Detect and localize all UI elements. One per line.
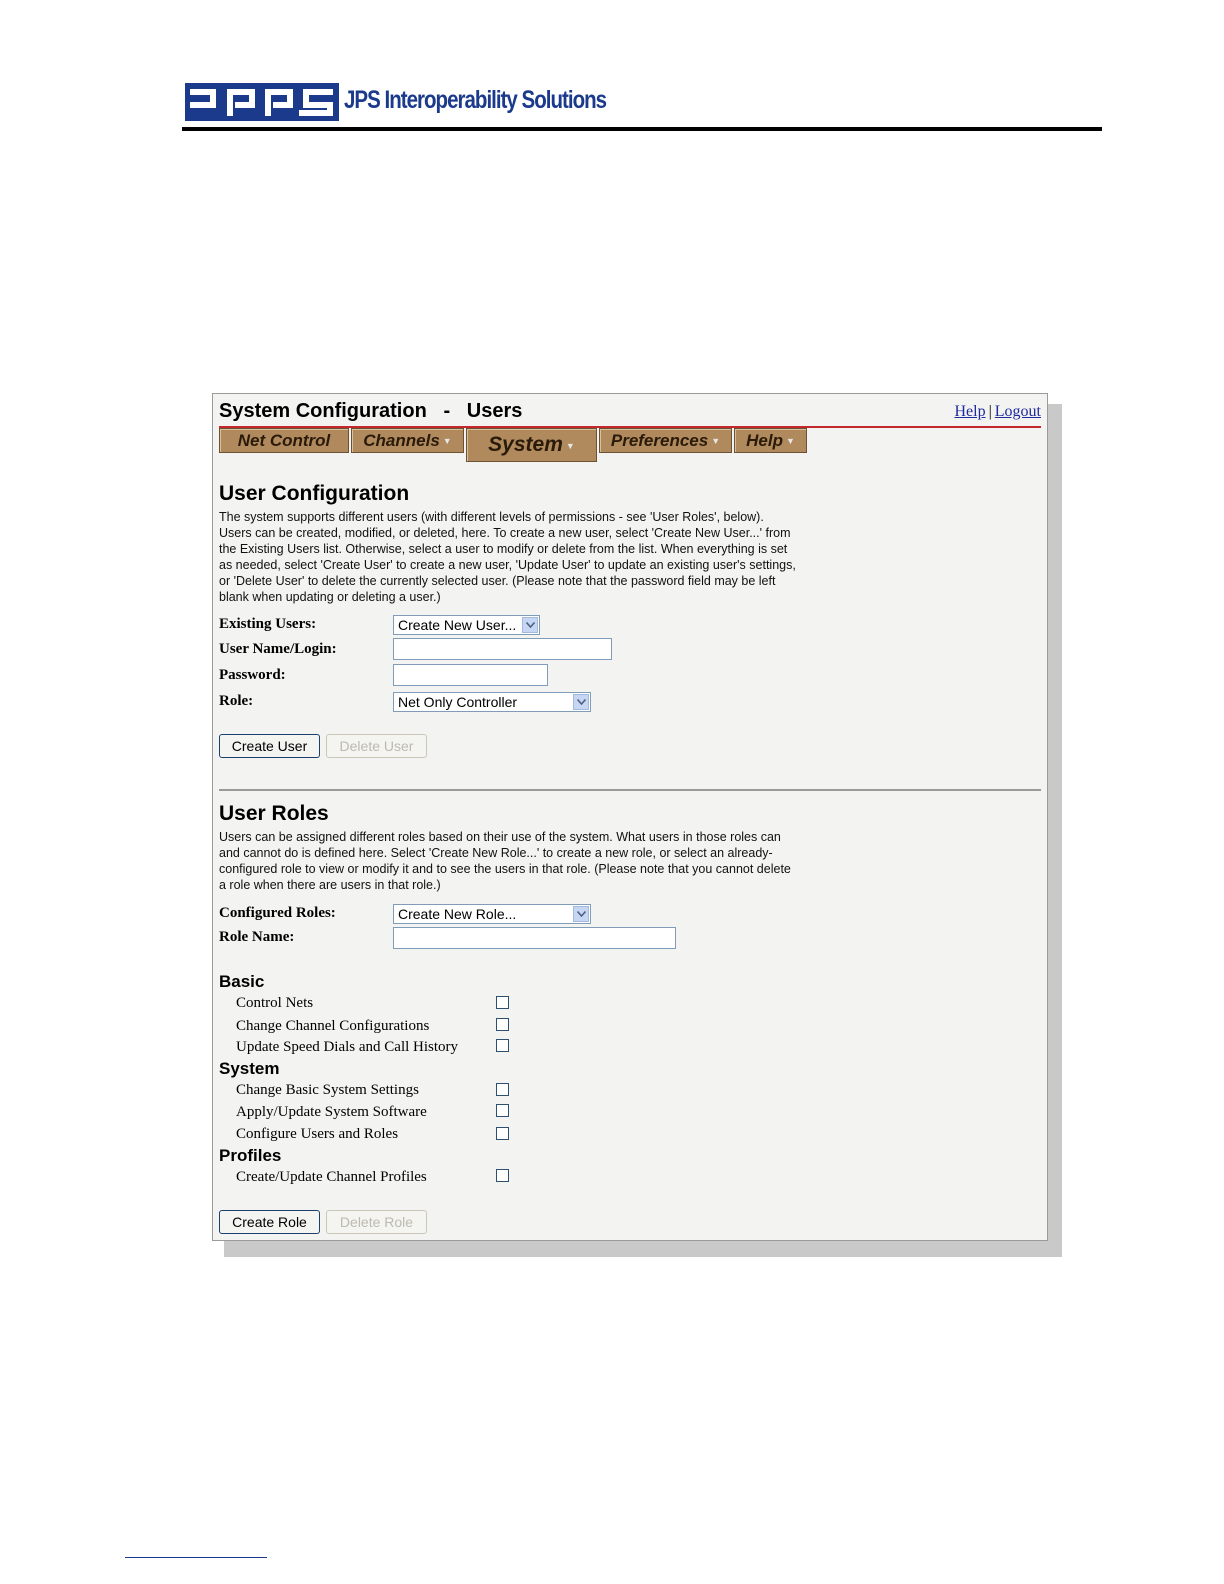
logout-link[interactable]: Logout <box>994 403 1041 420</box>
user-roles-description: Users can be assigned different roles based on their use of the system. What users in those roles can and cannot do is defined here. Select 'Create New Role...' to create a new role, or select an already-configured role to view or modify it and to see the users in that role. (Please note that you cannot delete a role when there are users in that role.) <box>219 830 791 892</box>
chevron-down-icon <box>573 906 589 922</box>
tab-label: Channels <box>363 431 440 450</box>
permission-checkbox[interactable] <box>496 996 509 1009</box>
configured-roles-select[interactable] <box>393 904 591 924</box>
brand-name: JPS Interoperability Solutions <box>344 86 607 114</box>
permission-label: Apply/Update System Software <box>236 1104 427 1120</box>
role-label: Role: <box>219 693 254 709</box>
create-role-button[interactable]: Create Role <box>219 1210 320 1234</box>
permission-checkbox[interactable] <box>496 1018 509 1031</box>
permission-label: Control Nets <box>236 995 314 1011</box>
username-label: User Name/Login: <box>219 641 337 657</box>
username-input[interactable] <box>393 638 612 660</box>
group-heading-system: System <box>219 1059 280 1078</box>
help-link[interactable]: Help <box>954 403 986 420</box>
delete-role-button[interactable]: Delete Role <box>326 1210 427 1234</box>
role-value: Net Only Controller <box>398 694 518 710</box>
permission-label: Change Channel Configurations <box>236 1018 430 1034</box>
password-input[interactable] <box>393 664 548 686</box>
user-roles-heading: User Roles <box>219 802 329 825</box>
role-select[interactable] <box>393 692 591 712</box>
section-divider <box>219 789 1041 791</box>
page-title: System Configuration - Users <box>219 400 523 422</box>
permission-checkbox[interactable] <box>496 1104 509 1117</box>
tab-preferences[interactable] <box>599 428 732 453</box>
configured-roles-value: Create New Role... <box>398 906 517 922</box>
dropdown-arrow-icon: ▼ <box>785 436 795 446</box>
group-heading-basic: Basic <box>219 972 265 991</box>
password-label: Password: <box>219 667 286 683</box>
user-config-description: The system supports different users (with different levels of permissions - see 'User Roles', below). Users can be created, modified, or deleted, here. To create a new user, select 'Create New User...' from the Existing Users list. Otherwise, select a user to modify or delete from the list. When everything is set as needed, select 'Create User' to create a new user, 'Update User' to update an existing user's settings, or 'Delete User' to delete the currently selected user. (Please note that the password field may be left blank when updating or deleting a user.) <box>219 510 796 604</box>
configured-roles-label: Configured Roles: <box>219 905 336 921</box>
top-links <box>954 403 1041 421</box>
permission-label: Change Basic System Settings <box>236 1082 419 1098</box>
system-config-window <box>212 393 1048 1241</box>
existing-users-select[interactable] <box>393 615 540 635</box>
role-name-label: Role Name: <box>219 929 295 945</box>
header-rule <box>182 127 1102 131</box>
jps-logo <box>185 83 339 121</box>
group-heading-profiles: Profiles <box>219 1146 282 1165</box>
dropdown-arrow-icon: ▼ <box>711 436 721 446</box>
tab-label: Preferences <box>610 431 709 450</box>
chevron-down-icon <box>522 617 538 633</box>
dropdown-arrow-icon: ▼ <box>565 441 575 451</box>
permission-checkbox[interactable] <box>496 1169 509 1182</box>
chevron-down-icon <box>573 694 589 710</box>
tab-label: Help <box>746 431 783 450</box>
tab-system[interactable] <box>466 428 597 462</box>
tab-net-control[interactable] <box>219 428 349 453</box>
delete-user-button[interactable]: Delete User <box>326 734 427 758</box>
create-user-button[interactable]: Create User <box>219 734 320 758</box>
permission-label: Create/Update Channel Profiles <box>236 1169 427 1185</box>
permission-label: Configure Users and Roles <box>236 1126 399 1142</box>
existing-users-value: Create New User... <box>398 617 517 633</box>
permission-checkbox[interactable] <box>496 1083 509 1096</box>
tab-label: System <box>488 433 563 456</box>
footnote-rule <box>125 1557 267 1558</box>
link-separator: | <box>988 403 992 420</box>
permission-checkbox[interactable] <box>496 1127 509 1140</box>
tab-label: Net Control <box>237 431 331 450</box>
user-config-heading: User Configuration <box>219 482 410 505</box>
permission-label: Update Speed Dials and Call History <box>236 1039 459 1055</box>
role-name-input[interactable] <box>393 927 676 949</box>
tab-help[interactable] <box>734 428 807 453</box>
permission-checkbox[interactable] <box>496 1039 509 1052</box>
dropdown-arrow-icon: ▼ <box>442 436 452 446</box>
tab-channels[interactable] <box>351 428 464 453</box>
existing-users-label: Existing Users: <box>219 616 317 632</box>
